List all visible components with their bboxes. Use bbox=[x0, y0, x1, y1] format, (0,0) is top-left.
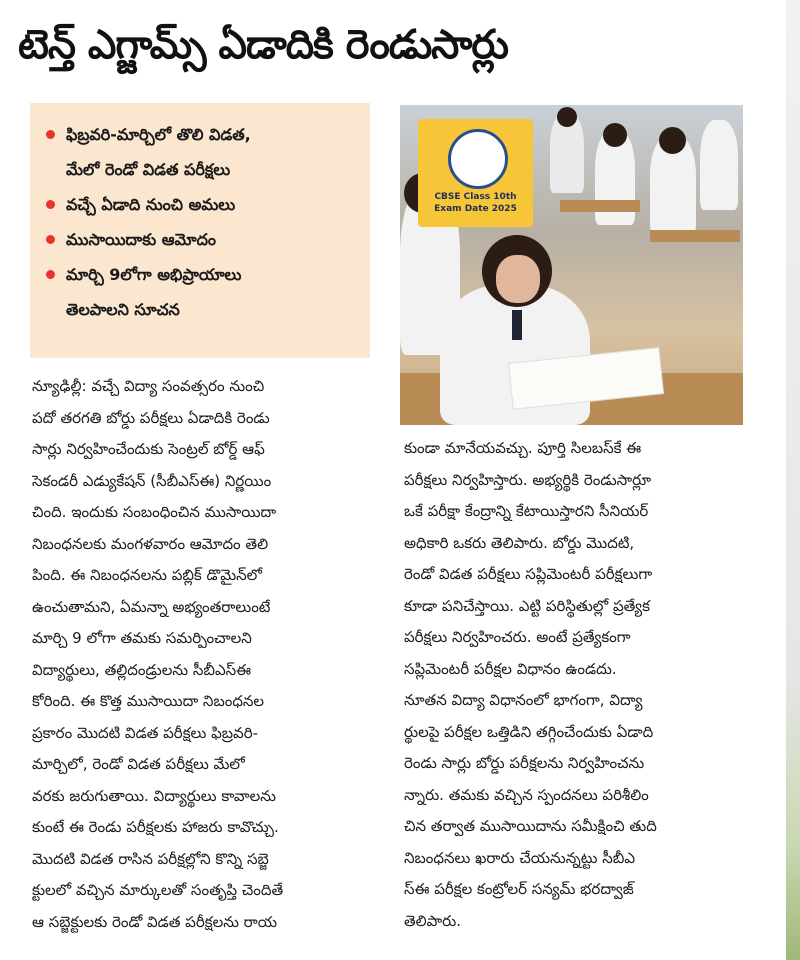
student-hair bbox=[659, 127, 686, 154]
article-line: స్ఈ పరీక్షల కంట్రోలర్ సన్యమ్ భరద్వాజ్ bbox=[404, 880, 634, 898]
highlight-item bbox=[44, 292, 362, 327]
article-line: పరీక్షలు నిర్వహించరు. అంటే ప్రత్యేకంగా bbox=[404, 628, 631, 646]
article-line: ప్రకారం మొదటి విడత పరీక్షలు ఫిబ్రవరి- bbox=[32, 723, 259, 742]
article-line: మార్చి 9 లోగా తమకు సమర్పించాలని bbox=[32, 629, 252, 647]
article-line: కుంటే ఈ రెండు పరీక్షలకు హాజరు కావొచ్చు. bbox=[32, 818, 279, 836]
article-line: న్నారు. తమకు వచ్చిన స్పందనలు పరిశీలిం bbox=[404, 785, 649, 804]
article-line: చింది. ఇందుకు సంబంధించిన ముసాయిదా bbox=[32, 503, 277, 521]
article-line: న్యూఢిల్లీ: వచ్చే విద్యా సంవత్సరం నుంచి bbox=[32, 377, 265, 395]
article-line: అధికారి ఒకరు తెలిపారు. బోర్డు మొదటి, bbox=[404, 533, 635, 552]
highlight-item bbox=[44, 222, 362, 257]
student-figure bbox=[700, 120, 738, 210]
article-line: సప్లిమెంటరీ పరీక్షల విధానం ఉండదు. bbox=[404, 659, 617, 678]
article-line: విద్యార్థులు, తల్లిదండ్రులను సీబీఎస్ఈ bbox=[32, 660, 252, 679]
highlight-item bbox=[44, 152, 362, 187]
article-column-1 bbox=[32, 371, 374, 938]
highlight-text: వచ్చే ఏడాది నుంచి అమలు bbox=[66, 195, 236, 214]
cbse-logo-icon bbox=[448, 129, 508, 189]
article-line: రెండు సార్లు బోర్డు పరీక్షలను నిర్వహించను bbox=[404, 754, 645, 772]
article-line: నూతన విద్యా విధానంలో భాగంగా, విద్యా bbox=[404, 691, 643, 709]
badge-line-1: CBSE Class 10th bbox=[434, 192, 517, 202]
badge-text bbox=[424, 191, 527, 215]
student-hair bbox=[557, 107, 577, 127]
article-line: నిబంధనలు ఖరారు చేయనున్నట్టు సీబీఎ bbox=[404, 848, 636, 867]
article-line: మొదటి విడత రాసిన పరీక్షల్లోని కొన్ని సబ్జె bbox=[32, 849, 269, 868]
article-line: ఒకే పరీక్షా కేంద్రాన్ని కేటాయిస్తారని సీనియర్ bbox=[404, 502, 649, 520]
article-line: నిబంధనలకు మంగళవారం ఆమోదం తెలి bbox=[32, 534, 269, 553]
highlight-text: ముసాయిదాకు ఆమోదం bbox=[66, 230, 216, 249]
exam-hall-photo bbox=[400, 105, 743, 425]
cbse-badge bbox=[418, 119, 533, 227]
article-line: పరీక్షలు నిర్వహిస్తారు. అభ్యర్థికి రెండుసార్లూ bbox=[404, 470, 652, 489]
desk bbox=[560, 200, 640, 212]
desk bbox=[650, 230, 740, 242]
highlight-item bbox=[44, 257, 362, 292]
highlight-item bbox=[44, 117, 362, 152]
highlights-box bbox=[30, 103, 370, 358]
article-line: ఉంచుతామని, ఏమన్నా అభ్యంతరాలుంటే bbox=[32, 597, 271, 616]
article-line: సెకండరీ ఎడ్యుకేషన్ (సీబీఎస్ఈ) నిర్ణయిం bbox=[32, 471, 272, 490]
article-line: రెండో విడత పరీక్షలు సప్లిమెంటరీ పరీక్షలుగా bbox=[404, 565, 653, 583]
page-edge-strip bbox=[786, 0, 800, 960]
article-line: ర్థులపై పరీక్షల ఒత్తిడిని తగ్గించేందుకు ఏడాది bbox=[404, 722, 654, 741]
bullet-icon bbox=[46, 130, 55, 139]
headline: టెన్త్ ఎగ్జామ్స్ ఏడాదికి రెండుసార్లు bbox=[18, 22, 508, 68]
student-tie bbox=[512, 310, 522, 340]
highlights-list bbox=[30, 103, 370, 327]
article-line: కూడా పనిచేస్తాయి. ఎట్టి పరిస్థితుల్లో ప్రత్యేక bbox=[404, 596, 650, 615]
article-line: ఆ సబ్జెక్టులకు రెండో విడత పరీక్షలను రాయ bbox=[32, 912, 278, 931]
student-face bbox=[496, 255, 540, 303]
badge-line-2: Exam Date 2025 bbox=[434, 204, 517, 214]
highlight-text: తెలపాలని సూచన bbox=[66, 300, 180, 319]
highlight-item bbox=[44, 187, 362, 222]
article-line: కుండా మానేయవచ్చు. పూర్తి సిలబస్‌కే ఈ bbox=[404, 439, 642, 457]
student-hair bbox=[603, 123, 627, 147]
article-line: మార్చిలో, రెండో విడత పరీక్షలు మేలో bbox=[32, 755, 245, 773]
article-line: సార్లు నిర్వహించేందుకు సెంట్రల్ బోర్డ్ ఆఫ్ bbox=[32, 440, 265, 458]
article-line: చిన తర్వాత ముసాయిదాను సమీక్షించి తుది bbox=[404, 817, 657, 835]
bullet-icon bbox=[46, 235, 55, 244]
article-line: క్టులలో వచ్చిన మార్కులతో సంతృప్తి చెందితే bbox=[32, 881, 284, 899]
article-column-2 bbox=[404, 433, 744, 937]
article-line: పదో తరగతి బోర్డు పరీక్షలు ఏడాదికి రెండు bbox=[32, 408, 270, 427]
highlight-text: మేలో రెండో విడత పరీక్షలు bbox=[66, 160, 231, 179]
bullet-icon bbox=[46, 270, 55, 279]
highlight-text: ఫిబ్రవరి-మార్చిలో తొలి విడత, bbox=[66, 125, 251, 144]
article-line: వరకు జరుగుతాయి. విద్యార్థులు కావాలను bbox=[32, 786, 276, 805]
highlight-text: మార్చి 9లోగా అభిప్రాయాలు bbox=[66, 265, 242, 284]
article-line: తెలిపారు. bbox=[404, 911, 461, 930]
bullet-icon bbox=[46, 200, 55, 209]
article-line: పింది. ఈ నిబంధనలను పబ్లిక్ డొమైన్‌లో bbox=[32, 566, 263, 584]
article-line: కోరింది. ఈ కొత్త ముసాయిదా నిబంధనల bbox=[32, 692, 265, 710]
